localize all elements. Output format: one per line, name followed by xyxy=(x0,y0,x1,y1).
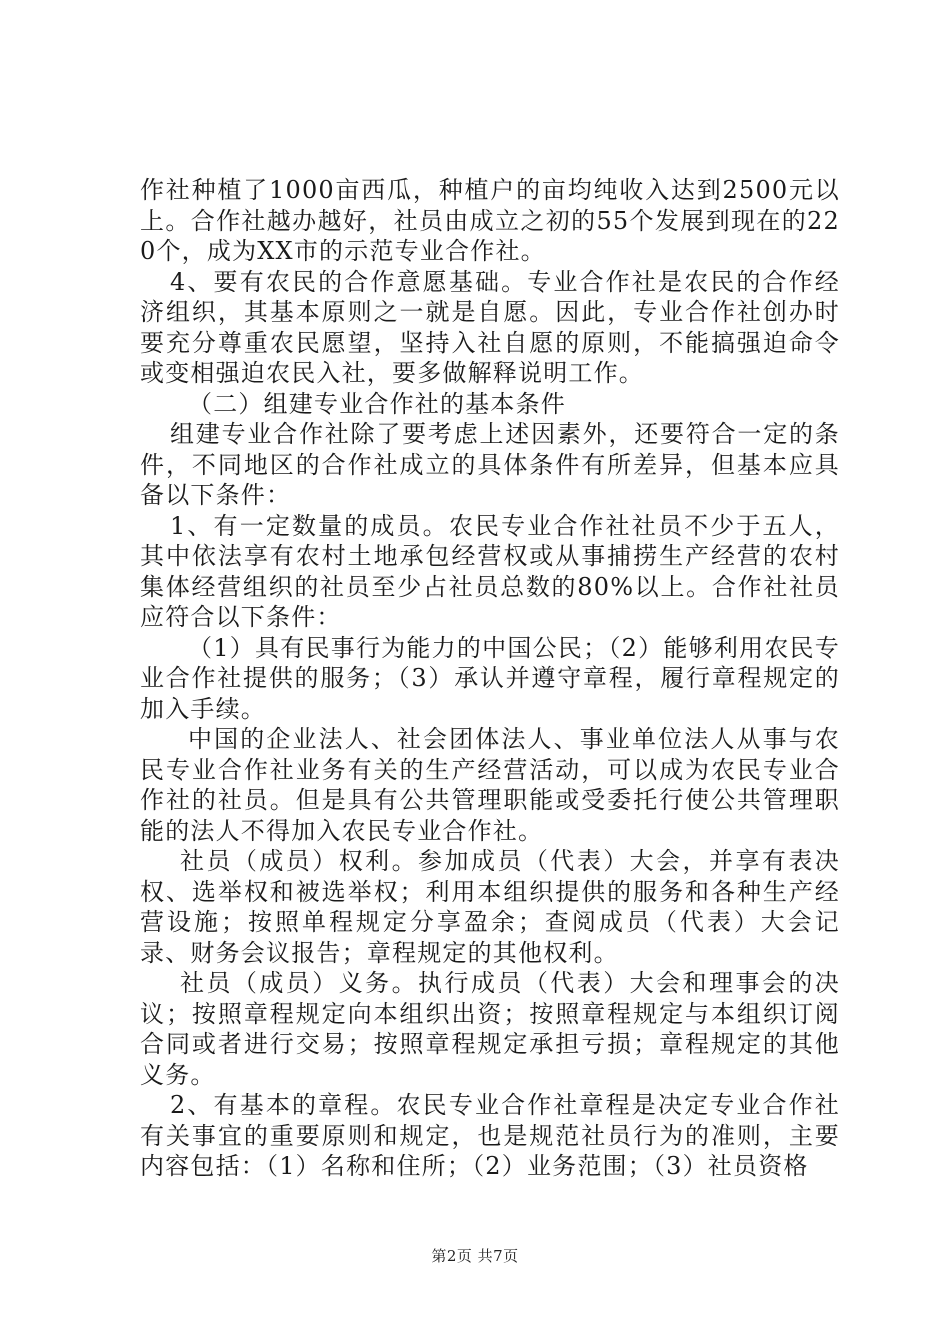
section-heading-basic-conditions: （二）组建专业合作社的基本条件 xyxy=(188,389,566,418)
page-footer xyxy=(0,1245,950,1266)
paragraph-charter: 2、有基本的章程。农民专业合作社章程是决定专业合作社有关事宜的重要原则和规定，也是规范社员行为的准则，主要内容包括：（1）名称和住所；（2）业务范围；（3）社员资格 xyxy=(140,1091,840,1180)
page-number-label: 第2页 共7页 xyxy=(431,1247,519,1265)
paragraph-member-duties: 社员（成员）义务。执行成员（代表）大会和理事会的决议；按照章程规定向本组织出资；按照章程规定与本组织订阅合同或者进行交易；按照章程规定承担亏损；章程规定的其他义务。 xyxy=(140,969,840,1089)
paragraph-continuation: 作社种植了1000亩西瓜，种植户的亩均纯收入达到2500元以上。合作社越办越好，社员由成立之初的55个发展到现在的220个，成为XX市的示范专业合作社。 xyxy=(140,176,840,265)
document-body xyxy=(140,175,840,1182)
paragraph-member-rights: 社员（成员）权利。参加成员（代表）大会，并享有表决权、选举权和被选举权；利用本组织提供的服务和各种生产经营设施；按照单程规定分享盈余；查阅成员（代表）大会记录、财务会议报告；章程规定的其他权利。 xyxy=(140,847,840,967)
paragraph-cooperation-willingness: 4、要有农民的合作意愿基础。专业合作社是农民的合作经济组织，其基本原则之一就是自愿。因此，专业合作社创办时要充分尊重农民愿望，坚持入社自愿的原则，不能搞强迫命令或变相强迫农民入社，要多做解释说明工作。 xyxy=(140,267,840,387)
paragraph-conditions-intro: 组建专业合作社除了要考虑上述因素外，还要符合一定的条件，不同地区的合作社成立的具体条件有所差异，但基本应具备以下条件： xyxy=(140,420,840,509)
paragraph-legal-persons: 中国的企业法人、社会团体法人、事业单位法人从事与农民专业合作社业务有关的生产经营活动，可以成为农民专业合作社的社员。但是具有公共管理职能或受委托行使公共管理职能的法人不得加入农民专业合作社。 xyxy=(140,725,840,845)
paragraph-member-count: 1、有一定数量的成员。农民专业合作社社员不少于五人，其中依法享有农村土地承包经营权或从事捕捞生产经营的农村集体经营组织的社员至少占社员总数的80%以上。合作社社员应符合以下条件： xyxy=(140,511,840,631)
paragraph-member-conditions: （1）具有民事行为能力的中国公民；（2）能够利用农民专业合作社提供的服务；（3）承认并遵守章程，履行章程规定的加入手续。 xyxy=(140,633,840,723)
